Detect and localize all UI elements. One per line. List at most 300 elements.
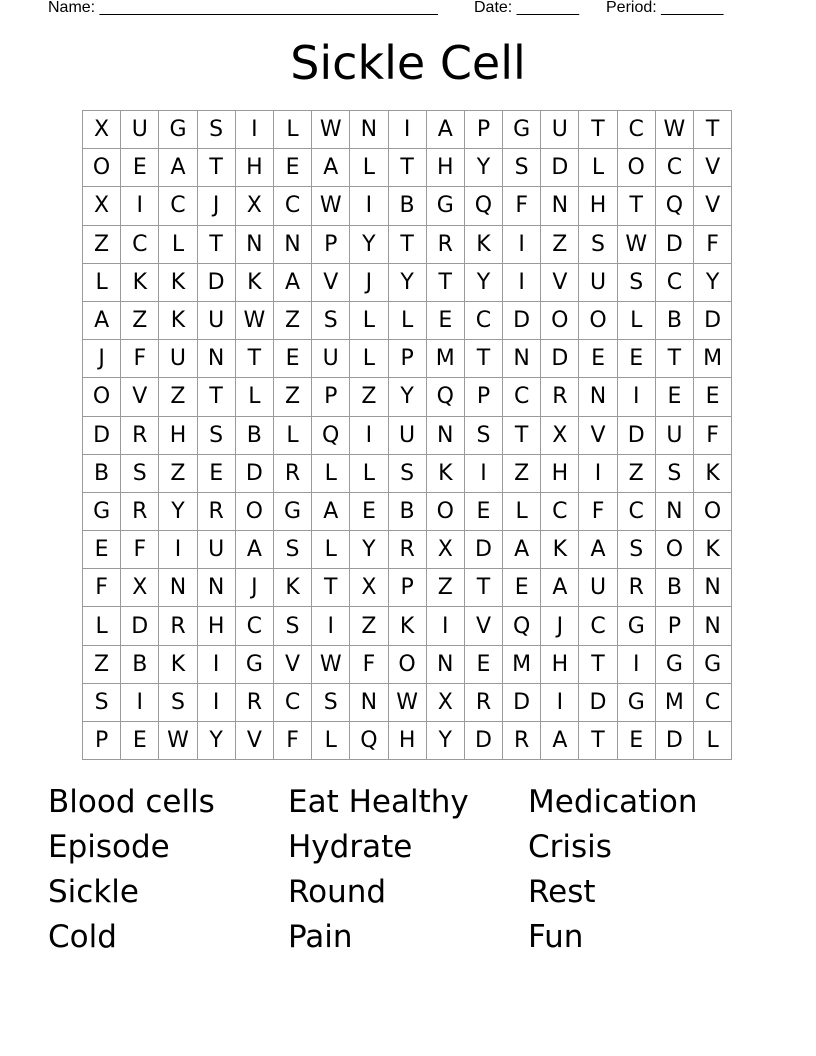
grid-cell: O: [427, 493, 465, 531]
grid-cell: N: [236, 226, 274, 264]
word-bank: [48, 780, 768, 960]
grid-cell: F: [121, 340, 159, 378]
grid-cell: Q: [350, 722, 388, 760]
grid-cell: Z: [350, 378, 388, 416]
grid-cell: D: [694, 302, 732, 340]
grid-cell: S: [618, 531, 656, 569]
grid-cell: P: [389, 340, 427, 378]
date-field: Date: _______: [474, 0, 579, 16]
grid-cell: K: [427, 455, 465, 493]
grid-cell: K: [274, 569, 312, 607]
grid-cell: D: [656, 226, 694, 264]
grid-cell: P: [465, 111, 503, 149]
grid-cell: P: [312, 378, 350, 416]
grid-cell: T: [389, 149, 427, 187]
word-search-grid: [82, 110, 732, 760]
header-fields: [48, 0, 768, 18]
grid-cell: I: [427, 607, 465, 645]
grid-cell: L: [579, 149, 617, 187]
grid-cell: S: [274, 607, 312, 645]
grid-cell: Y: [350, 226, 388, 264]
grid-cell: D: [503, 302, 541, 340]
grid-cell: K: [465, 226, 503, 264]
grid-cell: Q: [465, 187, 503, 225]
grid-cell: I: [618, 378, 656, 416]
grid-cell: H: [389, 722, 427, 760]
grid-cell: V: [274, 646, 312, 684]
grid-cell: C: [121, 226, 159, 264]
grid-cell: B: [656, 302, 694, 340]
grid-cell: S: [83, 684, 121, 722]
grid-cell: P: [389, 569, 427, 607]
grid-cell: Z: [274, 302, 312, 340]
grid-cell: U: [198, 302, 236, 340]
grid-cell: R: [274, 455, 312, 493]
grid-cell: N: [656, 493, 694, 531]
grid-cell: D: [83, 417, 121, 455]
grid-cell: D: [541, 340, 579, 378]
grid-cell: C: [465, 302, 503, 340]
grid-cell: A: [83, 302, 121, 340]
grid-cell: F: [579, 493, 617, 531]
grid-cell: A: [503, 531, 541, 569]
grid-cell: G: [427, 187, 465, 225]
grid-cell: T: [656, 340, 694, 378]
grid-cell: W: [618, 226, 656, 264]
grid-cell: G: [83, 493, 121, 531]
grid-cell: M: [503, 646, 541, 684]
grid-cell: T: [198, 226, 236, 264]
grid-cell: J: [236, 569, 274, 607]
grid-cell: L: [83, 607, 121, 645]
grid-cell: C: [694, 684, 732, 722]
grid-cell: E: [198, 455, 236, 493]
grid-cell: L: [274, 417, 312, 455]
grid-cell: T: [579, 646, 617, 684]
grid-cell: S: [503, 149, 541, 187]
grid-cell: G: [274, 493, 312, 531]
grid-cell: Z: [618, 455, 656, 493]
grid-cell: L: [83, 264, 121, 302]
grid-cell: K: [121, 264, 159, 302]
grid-cell: S: [312, 684, 350, 722]
grid-cell: V: [121, 378, 159, 416]
grid-cell: C: [618, 111, 656, 149]
grid-cell: T: [503, 417, 541, 455]
grid-cell: S: [618, 264, 656, 302]
grid-cell: X: [350, 569, 388, 607]
grid-cell: E: [618, 340, 656, 378]
grid-cell: R: [541, 378, 579, 416]
grid-cell: J: [541, 607, 579, 645]
grid-cell: I: [389, 111, 427, 149]
grid-cell: I: [198, 684, 236, 722]
grid-cell: L: [350, 455, 388, 493]
grid-cell: B: [83, 455, 121, 493]
grid-cell: U: [121, 111, 159, 149]
grid-cell: Y: [389, 378, 427, 416]
grid-cell: E: [579, 340, 617, 378]
grid-cell: T: [465, 569, 503, 607]
grid-cell: L: [159, 226, 197, 264]
grid-cell: E: [274, 149, 312, 187]
grid-cell: I: [121, 187, 159, 225]
grid-cell: C: [503, 378, 541, 416]
grid-cell: E: [121, 149, 159, 187]
grid-cell: L: [389, 302, 427, 340]
grid-cell: Z: [121, 302, 159, 340]
grid-cell: V: [465, 607, 503, 645]
word-bank-item: Eat Healthy: [288, 784, 469, 820]
grid-cell: C: [159, 187, 197, 225]
grid-cell: Y: [198, 722, 236, 760]
grid-cell: L: [312, 722, 350, 760]
grid-cell: A: [541, 569, 579, 607]
grid-cell: G: [236, 646, 274, 684]
grid-cell: R: [121, 417, 159, 455]
grid-cell: H: [236, 149, 274, 187]
grid-cell: I: [236, 111, 274, 149]
grid-cell: Z: [83, 226, 121, 264]
grid-cell: E: [83, 531, 121, 569]
grid-cell: O: [236, 493, 274, 531]
grid-cell: F: [121, 531, 159, 569]
grid-cell: Y: [350, 531, 388, 569]
grid-cell: G: [656, 646, 694, 684]
grid-cell: L: [350, 340, 388, 378]
grid-cell: V: [694, 149, 732, 187]
grid-cell: T: [579, 722, 617, 760]
grid-cell: C: [656, 149, 694, 187]
grid-cell: T: [618, 187, 656, 225]
grid-cell: O: [694, 493, 732, 531]
grid-cell: X: [541, 417, 579, 455]
grid-cell: U: [579, 569, 617, 607]
grid-cell: I: [350, 417, 388, 455]
grid-cell: B: [121, 646, 159, 684]
grid-cell: C: [579, 607, 617, 645]
grid-cell: X: [121, 569, 159, 607]
grid-cell: M: [656, 684, 694, 722]
grid-cell: U: [579, 264, 617, 302]
grid-cell: A: [274, 264, 312, 302]
grid-cell: I: [503, 226, 541, 264]
grid-cell: I: [503, 264, 541, 302]
grid-cell: A: [159, 149, 197, 187]
grid-cell: B: [656, 569, 694, 607]
word-bank-item: Hydrate: [288, 829, 413, 865]
grid-cell: N: [198, 569, 236, 607]
grid-cell: Y: [465, 264, 503, 302]
grid-cell: K: [159, 646, 197, 684]
grid-cell: B: [236, 417, 274, 455]
grid-cell: X: [83, 187, 121, 225]
grid-cell: N: [274, 226, 312, 264]
grid-cell: A: [541, 722, 579, 760]
grid-cell: W: [236, 302, 274, 340]
grid-cell: N: [198, 340, 236, 378]
grid-cell: K: [389, 607, 427, 645]
grid-cell: F: [274, 722, 312, 760]
grid-cell: C: [618, 493, 656, 531]
grid-cell: T: [198, 149, 236, 187]
grid-cell: L: [618, 302, 656, 340]
grid-cell: G: [694, 646, 732, 684]
grid-cell: J: [350, 264, 388, 302]
grid-cell: L: [236, 378, 274, 416]
grid-cell: J: [83, 340, 121, 378]
grid-cell: Y: [159, 493, 197, 531]
grid-cell: B: [389, 187, 427, 225]
grid-cell: O: [83, 378, 121, 416]
grid-cell: E: [503, 569, 541, 607]
grid-cell: D: [121, 607, 159, 645]
grid-cell: F: [83, 569, 121, 607]
grid-cell: E: [350, 493, 388, 531]
grid-cell: S: [656, 455, 694, 493]
grid-cell: A: [312, 493, 350, 531]
grid-cell: U: [159, 340, 197, 378]
grid-cell: R: [236, 684, 274, 722]
grid-cell: Q: [427, 378, 465, 416]
grid-cell: I: [159, 531, 197, 569]
grid-cell: D: [503, 684, 541, 722]
grid-cell: A: [312, 149, 350, 187]
grid-cell: R: [427, 226, 465, 264]
grid-cell: R: [121, 493, 159, 531]
grid-cell: X: [427, 531, 465, 569]
grid-cell: Q: [656, 187, 694, 225]
grid-cell: Y: [389, 264, 427, 302]
grid-cell: D: [198, 264, 236, 302]
grid-cell: Q: [503, 607, 541, 645]
grid-cell: S: [159, 684, 197, 722]
grid-cell: H: [541, 455, 579, 493]
grid-cell: H: [427, 149, 465, 187]
grid-cell: H: [579, 187, 617, 225]
grid-cell: J: [198, 187, 236, 225]
grid-cell: P: [312, 226, 350, 264]
grid-cell: F: [503, 187, 541, 225]
grid-cell: V: [236, 722, 274, 760]
grid-cell: M: [694, 340, 732, 378]
grid-cell: I: [579, 455, 617, 493]
grid-cell: Q: [312, 417, 350, 455]
word-bank-item: Pain: [288, 919, 353, 955]
grid-cell: N: [350, 111, 388, 149]
grid-cell: G: [159, 111, 197, 149]
grid-cell: W: [389, 684, 427, 722]
grid-cell: Z: [159, 378, 197, 416]
grid-cell: F: [350, 646, 388, 684]
grid-cell: Z: [159, 455, 197, 493]
word-bank-item: Fun: [528, 919, 584, 955]
grid-cell: A: [579, 531, 617, 569]
grid-cell: F: [694, 226, 732, 264]
grid-cell: E: [618, 722, 656, 760]
grid-cell: T: [579, 111, 617, 149]
grid-cell: O: [656, 531, 694, 569]
word-bank-item: Crisis: [528, 829, 612, 865]
grid-cell: Z: [541, 226, 579, 264]
grid-cell: K: [159, 264, 197, 302]
grid-cell: X: [427, 684, 465, 722]
word-bank-item: Sickle: [48, 874, 139, 910]
grid-cell: N: [579, 378, 617, 416]
page-title: Sickle Cell: [290, 36, 526, 90]
grid-cell: O: [541, 302, 579, 340]
grid-cell: I: [121, 684, 159, 722]
grid-cell: R: [465, 684, 503, 722]
grid-cell: U: [312, 340, 350, 378]
grid-cell: E: [656, 378, 694, 416]
grid-cell: I: [312, 607, 350, 645]
grid-cell: G: [618, 684, 656, 722]
grid-cell: S: [465, 417, 503, 455]
grid-cell: N: [541, 187, 579, 225]
grid-cell: R: [503, 722, 541, 760]
grid-cell: T: [198, 378, 236, 416]
grid-cell: E: [694, 378, 732, 416]
grid-cell: E: [274, 340, 312, 378]
grid-cell: F: [694, 417, 732, 455]
grid-cell: V: [312, 264, 350, 302]
grid-cell: U: [198, 531, 236, 569]
grid-cell: L: [503, 493, 541, 531]
grid-cell: D: [618, 417, 656, 455]
word-bank-item: Round: [288, 874, 387, 910]
grid-cell: C: [274, 187, 312, 225]
grid-cell: N: [694, 607, 732, 645]
grid-cell: Y: [465, 149, 503, 187]
grid-cell: I: [465, 455, 503, 493]
grid-cell: Y: [694, 264, 732, 302]
grid-cell: K: [236, 264, 274, 302]
grid-cell: D: [465, 531, 503, 569]
grid-cell: S: [579, 226, 617, 264]
grid-cell: T: [236, 340, 274, 378]
grid-cell: S: [389, 455, 427, 493]
grid-cell: O: [618, 149, 656, 187]
grid-cell: T: [389, 226, 427, 264]
word-bank-item: Rest: [528, 874, 596, 910]
grid-cell: U: [656, 417, 694, 455]
name-field: Name: ______________________________________: [48, 0, 438, 16]
grid-cell: S: [274, 531, 312, 569]
grid-cell: P: [83, 722, 121, 760]
grid-cell: S: [198, 111, 236, 149]
grid-cell: M: [427, 340, 465, 378]
grid-cell: L: [312, 455, 350, 493]
grid-cell: W: [312, 187, 350, 225]
grid-cell: S: [312, 302, 350, 340]
grid-cell: D: [579, 684, 617, 722]
grid-cell: N: [503, 340, 541, 378]
grid-cell: N: [350, 684, 388, 722]
grid-cell: V: [541, 264, 579, 302]
grid-cell: K: [694, 531, 732, 569]
grid-cell: L: [350, 302, 388, 340]
grid-cell: O: [389, 646, 427, 684]
grid-cell: P: [465, 378, 503, 416]
grid-cell: V: [579, 417, 617, 455]
grid-cell: R: [198, 493, 236, 531]
grid-cell: H: [159, 417, 197, 455]
grid-cell: R: [618, 569, 656, 607]
grid-cell: A: [236, 531, 274, 569]
grid-cell: C: [541, 493, 579, 531]
word-bank-item: Blood cells: [48, 784, 215, 820]
grid-cell: X: [236, 187, 274, 225]
word-bank-item: Medication: [528, 784, 698, 820]
grid-cell: N: [427, 417, 465, 455]
grid-cell: A: [427, 111, 465, 149]
grid-cell: D: [541, 149, 579, 187]
grid-cell: Y: [427, 722, 465, 760]
grid-cell: K: [694, 455, 732, 493]
grid-cell: O: [83, 149, 121, 187]
grid-cell: R: [389, 531, 427, 569]
grid-cell: E: [465, 493, 503, 531]
grid-cell: H: [541, 646, 579, 684]
grid-cell: I: [198, 646, 236, 684]
grid-cell: V: [694, 187, 732, 225]
grid-cell: K: [541, 531, 579, 569]
grid-cell: G: [618, 607, 656, 645]
period-field: Period: _______: [606, 0, 724, 16]
grid-cell: I: [350, 187, 388, 225]
grid-cell: T: [694, 111, 732, 149]
grid-cell: S: [198, 417, 236, 455]
grid-cell: C: [656, 264, 694, 302]
grid-cell: L: [350, 149, 388, 187]
grid-cell: T: [465, 340, 503, 378]
grid-cell: L: [274, 111, 312, 149]
grid-cell: W: [656, 111, 694, 149]
grid-cell: L: [694, 722, 732, 760]
grid-cell: D: [236, 455, 274, 493]
grid-cell: R: [159, 607, 197, 645]
grid-cell: E: [121, 722, 159, 760]
grid-cell: B: [389, 493, 427, 531]
grid-cell: T: [312, 569, 350, 607]
grid-cell: P: [656, 607, 694, 645]
grid-cell: C: [274, 684, 312, 722]
grid-cell: Z: [350, 607, 388, 645]
grid-cell: W: [312, 111, 350, 149]
grid-cell: E: [465, 646, 503, 684]
grid-cell: C: [236, 607, 274, 645]
grid-cell: N: [694, 569, 732, 607]
grid-cell: I: [541, 684, 579, 722]
grid-cell: U: [541, 111, 579, 149]
grid-cell: Z: [427, 569, 465, 607]
grid-cell: W: [159, 722, 197, 760]
grid-cell: G: [503, 111, 541, 149]
grid-cell: D: [465, 722, 503, 760]
grid-cell: I: [618, 646, 656, 684]
grid-cell: N: [159, 569, 197, 607]
grid-cell: W: [312, 646, 350, 684]
grid-cell: X: [83, 111, 121, 149]
grid-cell: O: [579, 302, 617, 340]
grid-cell: N: [427, 646, 465, 684]
grid-cell: S: [121, 455, 159, 493]
grid-cell: D: [656, 722, 694, 760]
grid-cell: E: [427, 302, 465, 340]
grid-cell: U: [389, 417, 427, 455]
grid-cell: Z: [503, 455, 541, 493]
